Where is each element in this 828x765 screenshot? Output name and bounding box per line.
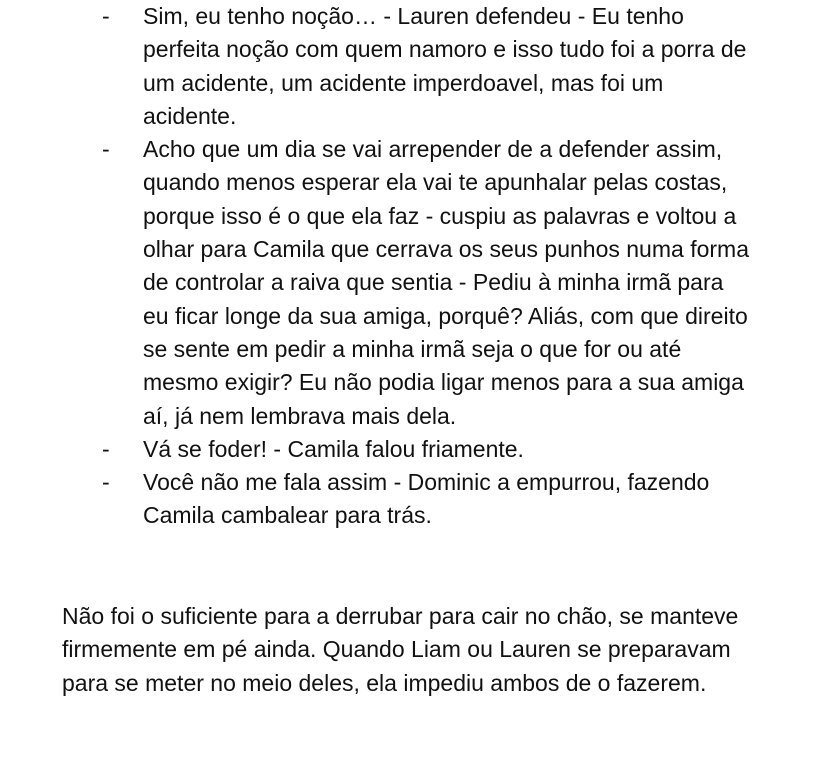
dialogue-line: Vá se foder! - Camila falou friamente.: [143, 435, 524, 462]
list-item: [0, 0, 753, 133]
narration-paragraph: Não foi o suficiente para a derrubar para cair no chão, se manteve firmemente em pé ainda. Quando Liam ou Lauren se preparavam para se meter no meio deles, ela impediu ambos de o fazerem.: [62, 603, 739, 696]
list-item: [0, 466, 753, 533]
bullet-dash: -: [102, 3, 110, 29]
bullet-dash: -: [102, 469, 110, 496]
list-item: [0, 433, 753, 466]
bullet-dash: -: [102, 136, 110, 163]
dialogue-line: Acho que um dia se vai arrepender de a defender assim, quando menos esperar ela vai te apunhalar pelas costas, porque isso é o que ela faz - cuspiu as palavras e voltou a olhar para Camila que cerrava os seus punhos numa forma de controlar a raiva que sentia - Pediu à minha irmã para eu ficar longe da sua amiga, porquê? Aliás, com que direito se sente em pedir a minha irmã seja o que for ou até mesmo exigir? Eu não podia ligar menos para a sua amiga aí, já nem lembrava mais dela.: [143, 136, 749, 429]
dialogue-line: Sim, eu tenho noção… - Lauren defendeu - Eu tenho perfeita noção com quem namoro e isso tudo foi a porra de um acidente, um acidente imperdoavel, mas foi um acidente.: [143, 3, 747, 129]
dialogue-line: Você não me fala assim - Dominic a empurrou, fazendo Camila cambalear para trás.: [143, 469, 710, 529]
list-item: [0, 133, 753, 433]
bullet-dash: -: [102, 435, 110, 462]
